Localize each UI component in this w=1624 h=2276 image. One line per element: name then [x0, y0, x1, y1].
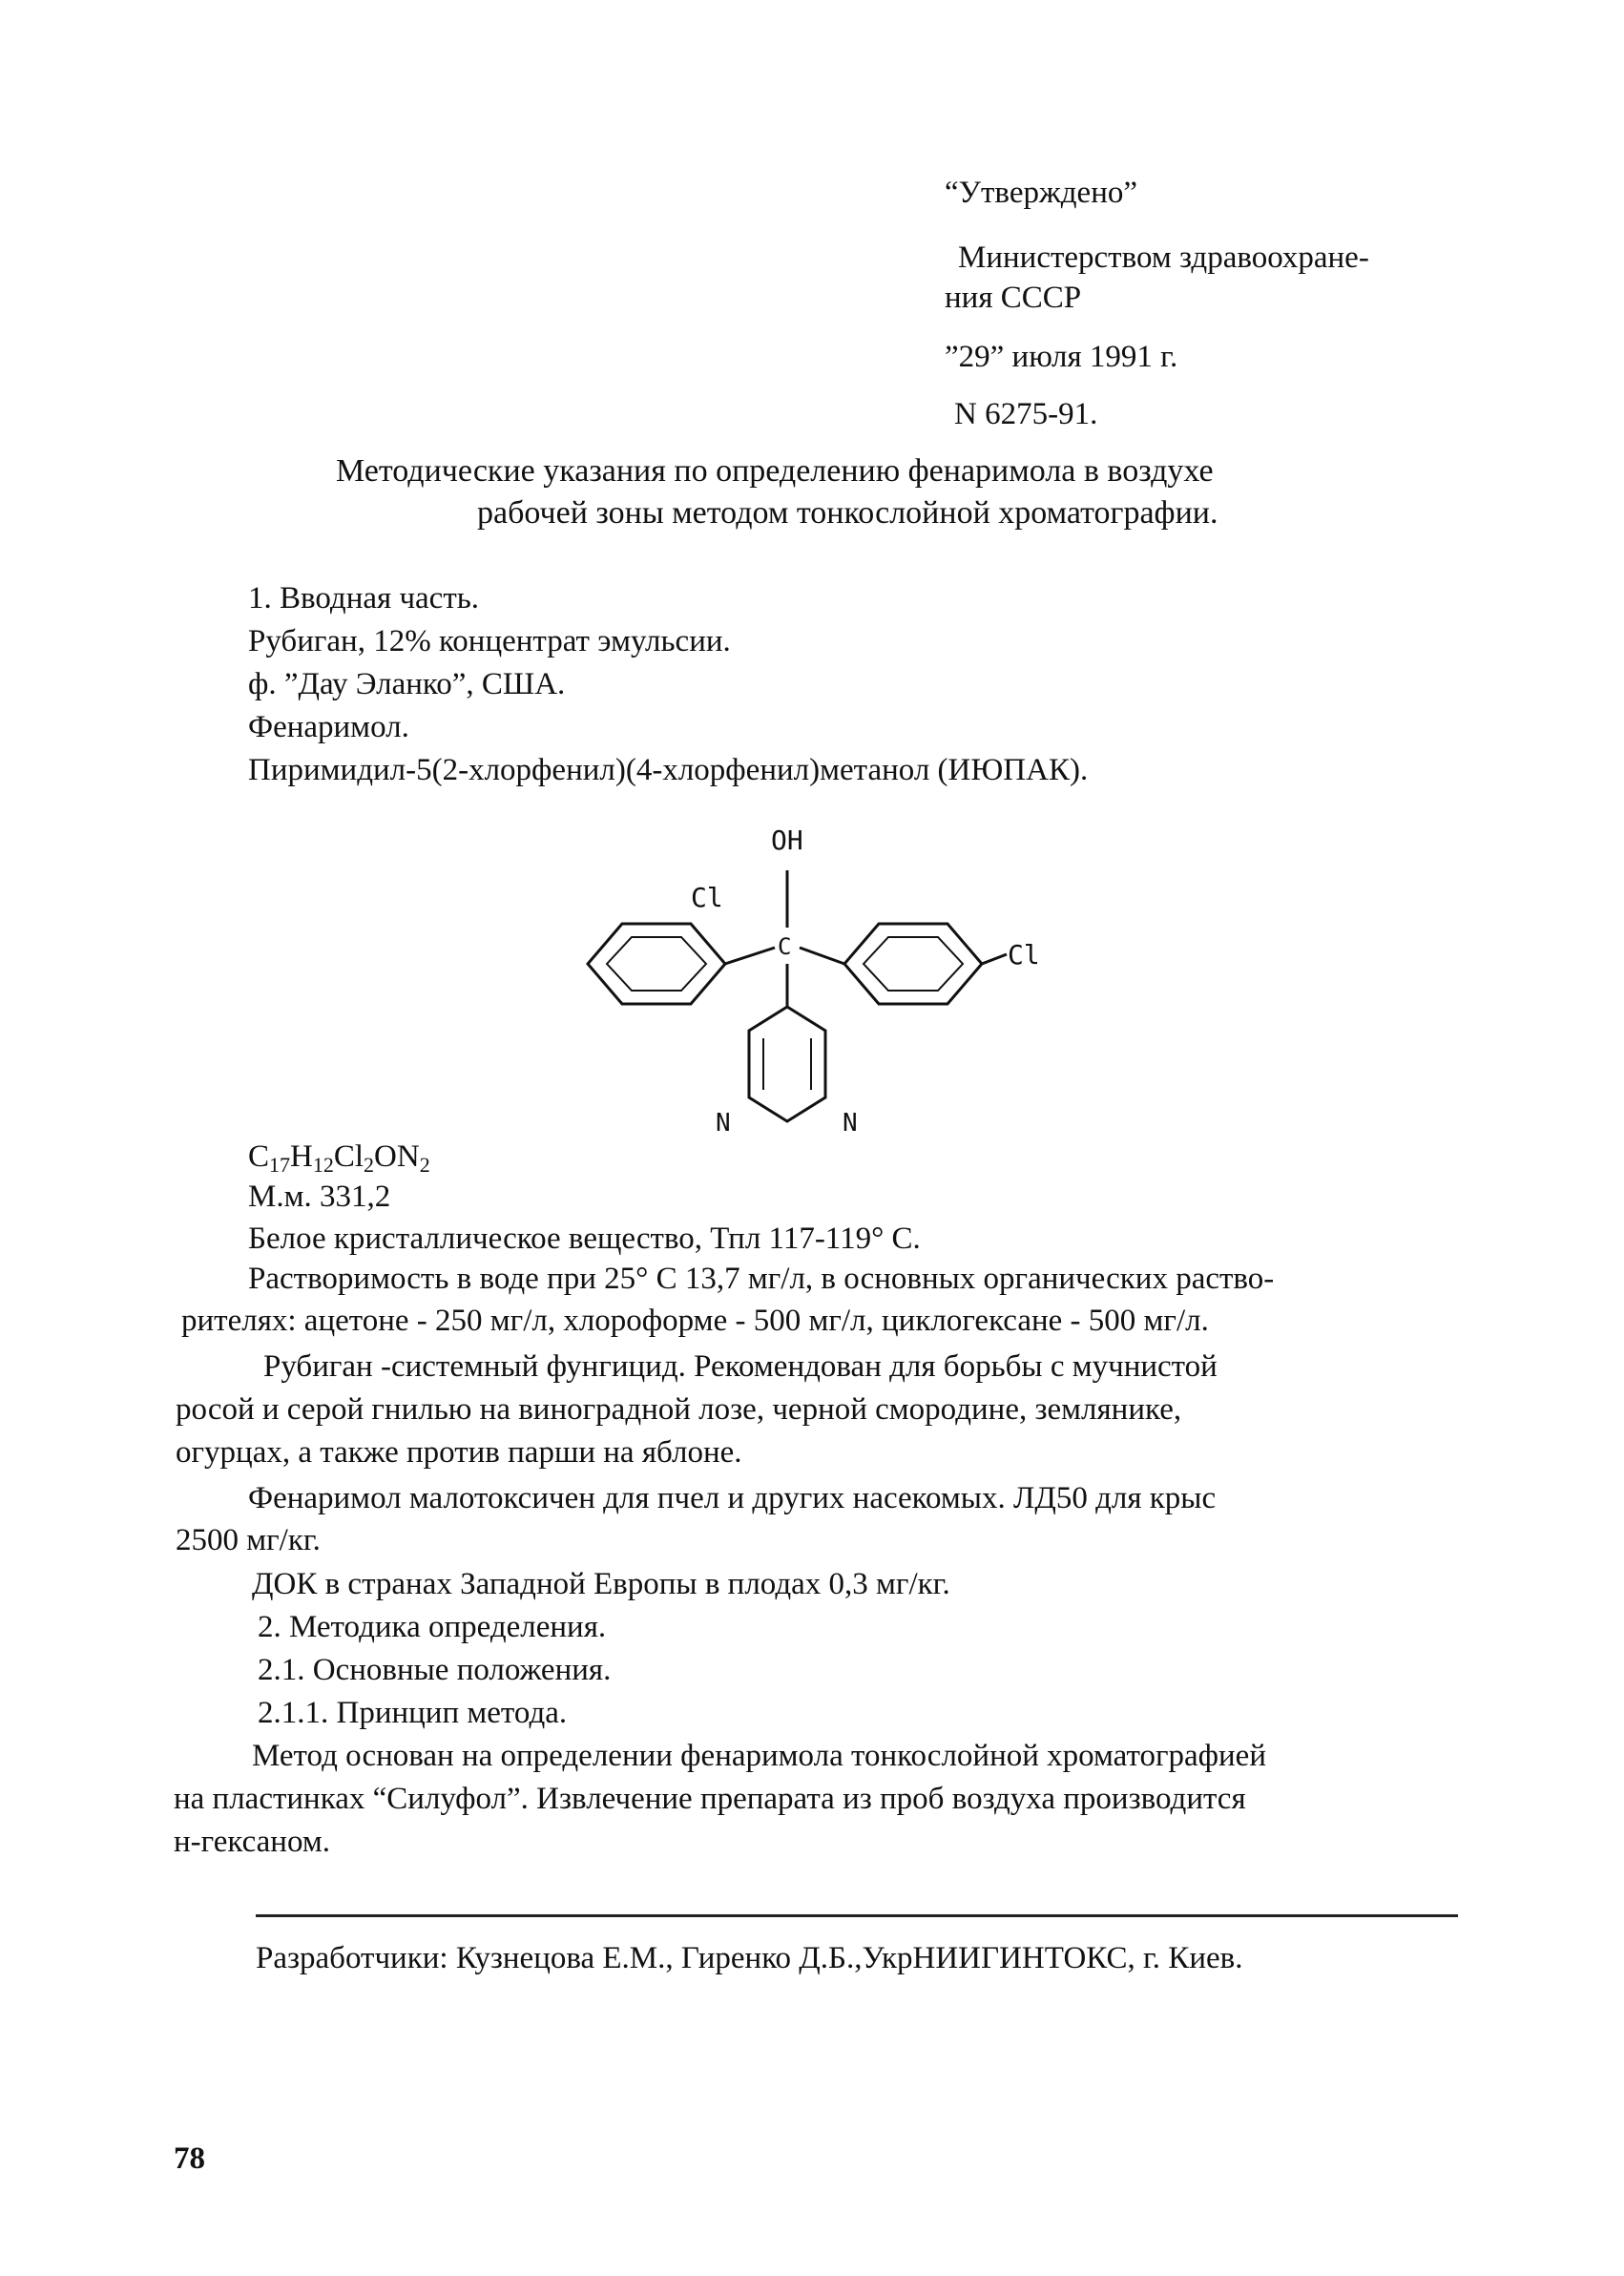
cl-left-label: Cl — [691, 882, 723, 913]
approval-date: ”29” июля 1991 г. — [945, 340, 1178, 374]
n-right-label: N — [843, 1109, 858, 1138]
intro-iupac: Пиримидил-5(2-хлорфенил)(4-хлорфенил)метанол (ИЮПАК). — [248, 753, 1089, 787]
molecular-mass: М.м. 331,2 — [248, 1180, 391, 1214]
intro-substance: Фенаримол. — [248, 710, 409, 744]
approval-org-line2: ния СССР — [945, 281, 1082, 315]
cl-right-label: Cl — [1008, 939, 1040, 971]
section-2-heading: 2. Методика определения. — [258, 1610, 607, 1644]
intro-company: ф. ”Дау Эланко”, США. — [248, 667, 566, 701]
molecular-formula: C17H12Cl2ON2 — [248, 1139, 430, 1177]
method-line1: Метод основан на определении фенаримола тонкослойной хроматографией — [252, 1739, 1266, 1773]
doc-title-line2: рабочей зоны методом тонкослойной хроматографии. — [477, 495, 1218, 531]
section-2-1-1-heading: 2.1.1. Принцип метода. — [258, 1696, 568, 1730]
n-left-label: N — [716, 1109, 731, 1138]
oh-label: OH — [771, 825, 803, 856]
toxicity-line2: 2500 мг/кг. — [176, 1523, 321, 1557]
section-2-1-heading: 2.1. Основные положения. — [258, 1653, 612, 1687]
use-line1: Рубиган -системный фунгицид. Рекомендован для борьбы с мучнистой — [263, 1349, 1218, 1384]
toxicity-line1: Фенаримол малотоксичен для пчел и других насекомых. ЛД50 для крыс — [248, 1481, 1217, 1515]
method-line2: на пластинках “Силуфол”. Извлечение препарата из проб воздуха производится — [174, 1782, 1246, 1816]
use-line3: огурцах, а также против парши на яблоне. — [176, 1435, 742, 1470]
intro-heading: 1. Вводная часть. — [248, 581, 480, 616]
structure-diagram — [573, 811, 1107, 1174]
pyrimidine-ring — [749, 1007, 825, 1121]
appearance-text: Белое кристаллическое вещество, Тпл 117-119° С. — [248, 1222, 921, 1256]
approval-org-line1: Министерством здравоохране- — [958, 240, 1369, 275]
developers-text: Разработчики: Кузнецова Е.М., Гиренко Д.Б.,УкрНИИГИНТОКС, г. Киев. — [256, 1941, 1243, 1975]
method-line3: н-гексаном. — [174, 1825, 330, 1859]
central-c-label: C — [778, 933, 792, 960]
intro-product: Рубиган, 12% концентрат эмульсии. — [248, 624, 731, 658]
solubility-line2: рителях: ацетоне - 250 мг/л, хлороформе - 500 мг/л, циклогексане - 500 мг/л. — [181, 1304, 1209, 1338]
use-line2: росой и серой гнилью на виноградной лозе, черной смородине, землянике, — [176, 1392, 1182, 1427]
left-ring — [588, 924, 725, 1004]
footer-divider — [256, 1914, 1458, 1917]
solubility-line1: Растворимость в воде при 25° С 13,7 мг/л, в основных органических раство- — [248, 1262, 1275, 1296]
right-ring — [844, 924, 982, 1004]
dok-text: ДОК в странах Западной Европы в плодах 0,3 мг/кг. — [252, 1567, 950, 1601]
approval-number: N 6275-91. — [954, 397, 1098, 431]
approval-status: “Утверждено” — [945, 176, 1138, 210]
doc-title-line1: Методические указания по определению фенаримола в воздухе — [336, 453, 1214, 489]
page-number: 78 — [174, 2141, 205, 2176]
